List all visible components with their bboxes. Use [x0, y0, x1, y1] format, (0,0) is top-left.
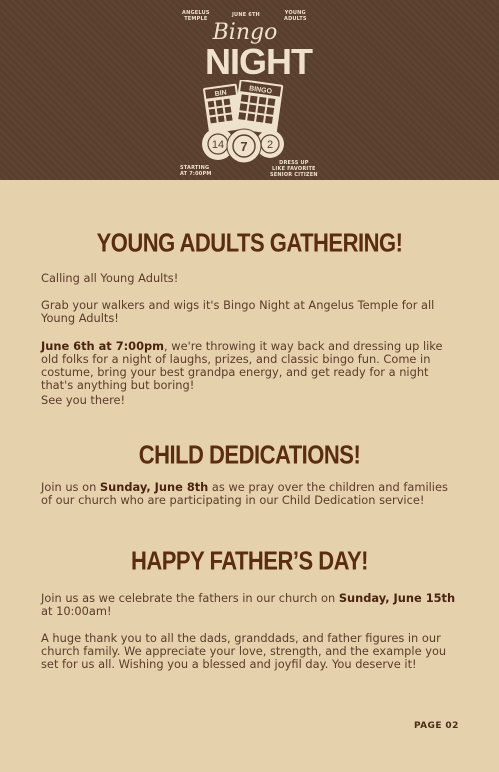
bingo-card-right-label: BINGO [248, 85, 273, 96]
fathers-day-p2: A huge thank you to all the dads, granddads, and father figures in our church family. We appreciate your love, strength, and the example you set for us all. Wishing you a blessed and joyfil day. You deserve it! [41, 631, 447, 671]
fathers-day-date: Sunday, June 15th [338, 591, 456, 605]
child-dedications-p1: Join us on Sunday, June 8th as we pray over the children and families of our church who are participating in our Child Dedication service! [41, 480, 448, 507]
young-adults-p4: See you there! [41, 393, 126, 407]
tag-young-adults: YOUNG ADULTS [284, 10, 307, 22]
young-adults-p2: Grab your walkers and wigs it's Bingo Night at Angelus Temple for all Young Adults! [41, 298, 435, 325]
svg-text:14: 14 [211, 139, 225, 151]
child-dedications-date: Sunday, June 8th [99, 480, 209, 494]
young-adults-p3: June 6th at 7:00pm, we're throwing it way back and dressing up like old folks for a night of laughs, prizes, and classic bingo fun. Come in costume, bring your best grandpa energy, and get ready for a night that's anything but boring! [41, 339, 443, 392]
heading-young-adults: YOUNG ADULTS GATHERING! [96, 227, 403, 258]
fathers-day-p1: Join us as we celebrate the fathers in our church on Sunday, June 15th at 10:00am! [41, 591, 456, 618]
svg-text:7: 7 [240, 139, 248, 154]
page-number: PAGE 02 [414, 721, 459, 731]
bingo-cards-illustration [200, 80, 290, 164]
bingo-card-left-label: BIN [214, 89, 228, 99]
young-adults-p1: Calling all Young Adults! [41, 271, 179, 285]
night-block-title: NIGHT [205, 41, 312, 82]
heading-fathers-day: HAPPY FATHER’S DAY! [130, 545, 369, 576]
bingo-script-title: Bingo [212, 20, 278, 45]
svg-text:2: 2 [266, 139, 274, 151]
hero-banner [0, 0, 499, 180]
young-adults-event-time: June 6th at 7:00pm [41, 339, 165, 353]
heading-child-dedications: CHILD DEDICATIONS! [138, 439, 361, 470]
tag-dress-code: DRESS UP LIKE FAVORITE SENIOR CITIZEN [270, 160, 318, 178]
tag-angelus-temple: ANGELUS TEMPLE [182, 10, 210, 22]
bingo-ball-center [227, 129, 261, 163]
tag-date: JUNE 6TH [232, 12, 260, 18]
tag-start-time: STARTING AT 7:00PM [180, 165, 212, 177]
